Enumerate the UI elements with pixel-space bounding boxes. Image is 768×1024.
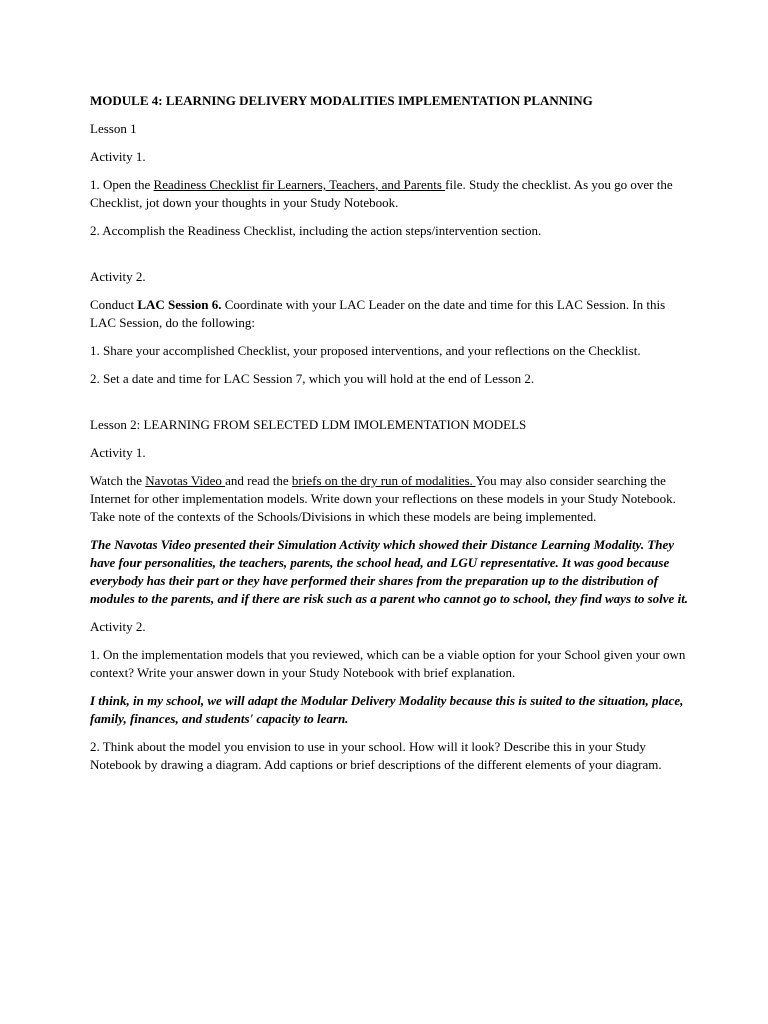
l2-activity1-answer: The Navotas Video presented their Simulation Activity which showed their Distance Learning Modality. They have four personalities, the teachers, parents, the school head, and LGU representative. It was good because everybody has their part or they have performed their shares from the preparation up to the distribution of modules to the parents, and if there are risk such as a parent who cannot go to school, they find ways to solve it.	[90, 537, 689, 606]
conduct-pre-text: Conduct	[90, 297, 138, 312]
l1-activity2-item1: 1. Share your accomplished Checklist, your proposed interventions, and your reflections on the Checklist.	[90, 343, 641, 358]
document-page	[90, 92, 690, 774]
lesson1-heading: Lesson 1	[90, 121, 137, 136]
watch-mid-text: and read the	[225, 473, 292, 488]
l2-activity2-answer: I think, in my school, we will adapt the Modular Delivery Modality because this is suited to the situation, place, family, finances, and students' capacity to learn.	[90, 693, 684, 726]
watch-post-text: You may also consider searching the Internet for other implementation models. Write down your reflections on these models in your Study Notebook. Take note of the contexts of the Schools/Divisions in which these models are being implemented.	[90, 473, 676, 524]
l2-activity1-instructions	[90, 472, 690, 526]
l2-activity2-heading: Activity 2.	[90, 619, 146, 634]
l1-activity1-item2: 2. Accomplish the Readiness Checklist, including the action steps/intervention section.	[90, 223, 542, 238]
navotas-video-link[interactable]: Navotas Video	[145, 473, 226, 488]
watch-pre-text: Watch the	[90, 473, 146, 488]
readiness-checklist-link[interactable]: Readiness Checklist fir Learners, Teachers, and Parents	[153, 177, 446, 192]
l2-activity1-heading: Activity 1.	[90, 445, 146, 460]
l1-activity1-heading: Activity 1.	[90, 149, 146, 164]
item1-post-text: file. Study the checklist. As you go over the Checklist, jot down your thoughts in your Study Notebook.	[90, 177, 673, 210]
lesson2-heading: Lesson 2: LEARNING FROM SELECTED LDM IMOLEMENTATION MODELS	[90, 417, 527, 432]
l2-activity2-item1: 1. On the implementation models that you reviewed, which can be a viable option for your School given your own context? Write your answer down in your Study Notebook with brief explanation.	[90, 647, 686, 680]
module-title: MODULE 4: LEARNING DELIVERY MODALITIES IMPLEMENTATION PLANNING	[90, 93, 593, 108]
l1-activity2-heading: Activity 2.	[90, 269, 146, 284]
conduct-post-text: Coordinate with your LAC Leader on the date and time for this LAC Session. In this LAC Session, do the following:	[90, 297, 666, 330]
dry-run-briefs-link[interactable]: briefs on the dry run of modalities.	[291, 473, 476, 488]
l1-activity2-conduct	[90, 296, 690, 332]
l1-activity1-item1	[90, 176, 690, 212]
item1-pre-text: 1. Open the	[90, 177, 154, 192]
l1-activity2-item2: 2. Set a date and time for LAC Session 7, which you will hold at the end of Lesson 2.	[90, 371, 535, 386]
l2-activity2-item2: 2. Think about the model you envision to use in your school. How will it look? Describe this in your Study Notebook by drawing a diagram. Add captions or brief descriptions of the different elements of your diagram.	[90, 739, 662, 772]
lac-session-label: LAC Session 6.	[137, 297, 222, 312]
